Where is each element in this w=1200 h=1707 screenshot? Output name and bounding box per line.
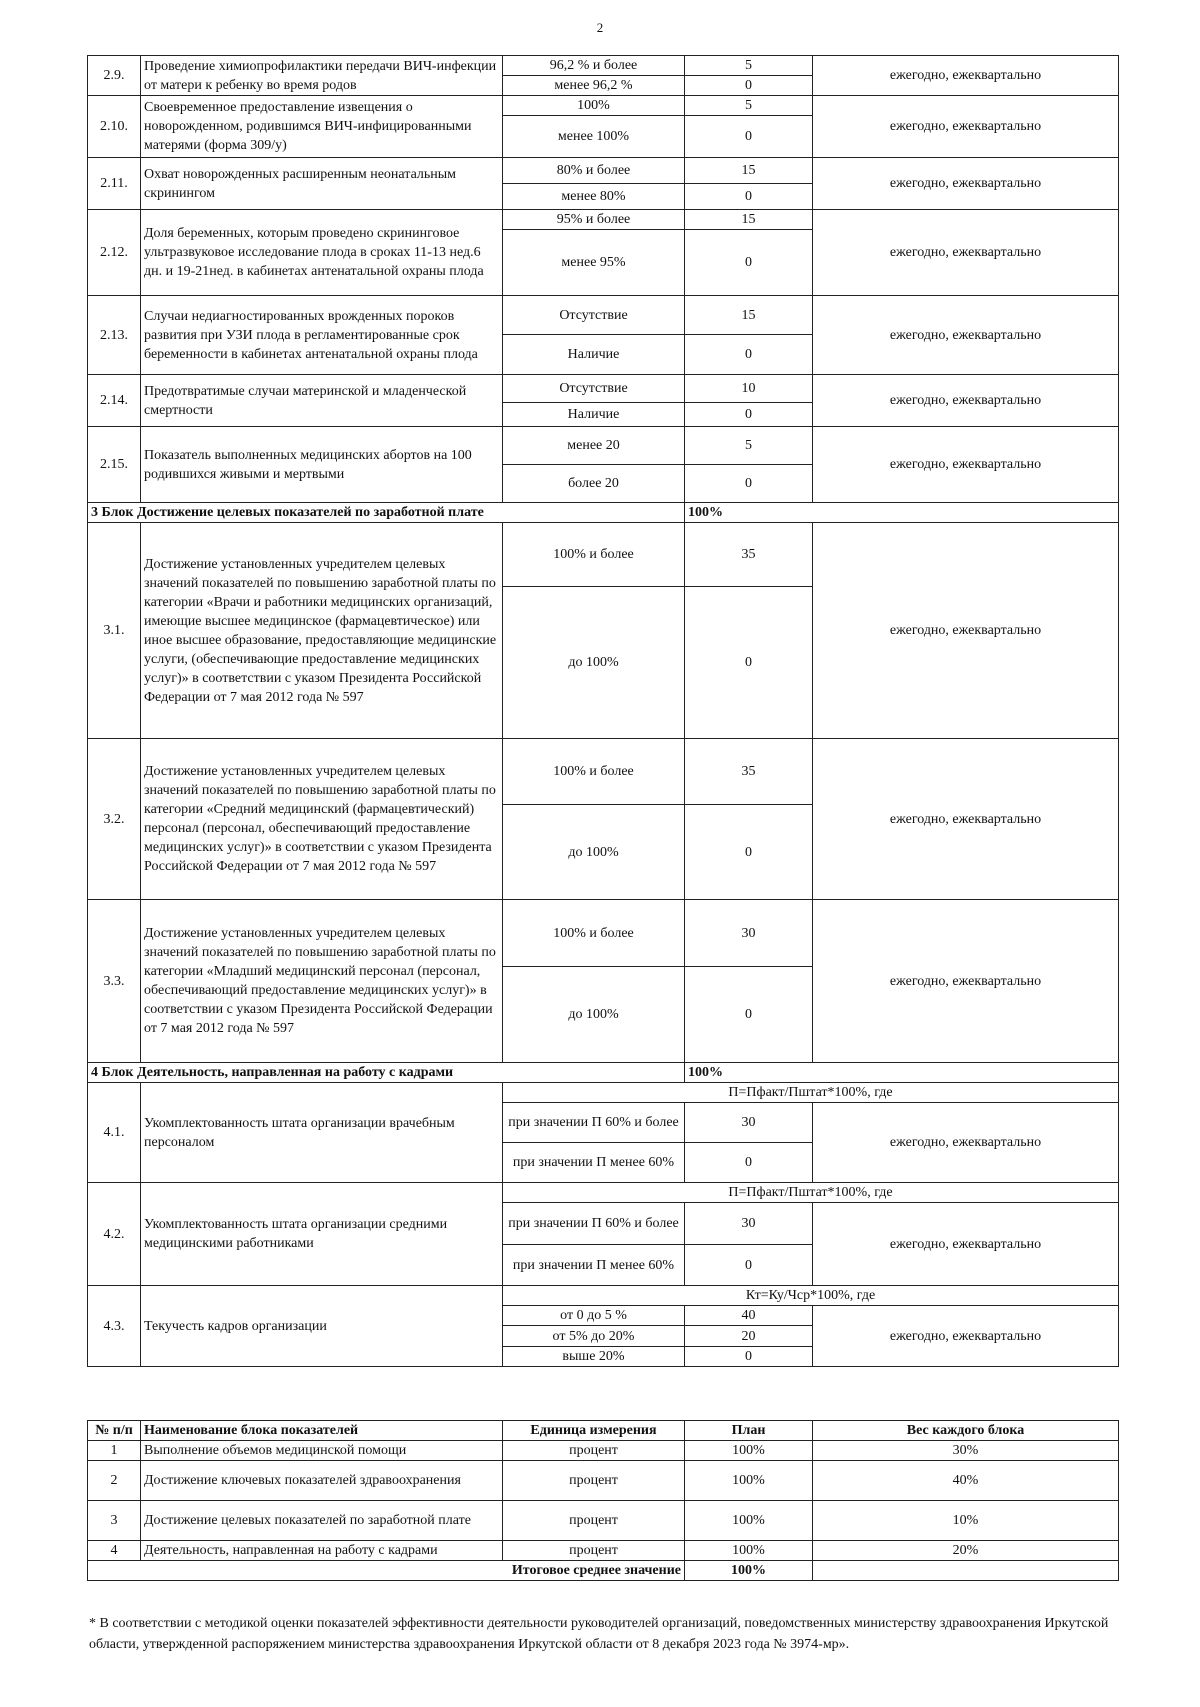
criterion-value: менее 80% xyxy=(503,184,685,210)
indicator-name: Охват новорожденных расширенным неонатальным скринингом xyxy=(141,158,503,210)
table-row xyxy=(88,96,1119,116)
period-cell: ежегодно, ежеквартально xyxy=(813,1203,1119,1286)
period-cell: ежегодно, ежеквартально xyxy=(813,158,1119,210)
summary-name: Достижение целевых показателей по заработной плате xyxy=(141,1501,503,1541)
indicator-name: Текучесть кадров организации xyxy=(141,1286,503,1367)
row-number: 2.9. xyxy=(88,56,141,96)
criterion-value: Наличие xyxy=(503,403,685,427)
criterion-value: до 100% xyxy=(503,587,685,739)
header-name: Наименование блока показателей xyxy=(141,1421,503,1441)
summary-table xyxy=(87,1420,1119,1581)
criterion-value: при значении П 60% и более xyxy=(503,1103,685,1143)
row-number: 3.1. xyxy=(88,523,141,739)
summary-plan: 100% xyxy=(685,1441,813,1461)
block-weight: 100% xyxy=(685,1063,1119,1083)
summary-row xyxy=(88,1461,1119,1501)
summary-plan: 100% xyxy=(685,1501,813,1541)
indicator-name: Доля беременных, которым проведено скрининговое ультразвуковое исследование плода в сроках 11-13 нед.6 дн. и 19-21нед. в кабинетах антенатальной охраны плода xyxy=(141,210,503,296)
period-cell: ежегодно, ежеквартально xyxy=(813,296,1119,375)
header-num: № п/п xyxy=(88,1421,141,1441)
criterion-value: до 100% xyxy=(503,967,685,1063)
summary-name: Деятельность, направленная на работу с кадрами xyxy=(141,1541,503,1561)
table-row xyxy=(88,523,1119,587)
table-row xyxy=(88,1183,1119,1203)
indicator-name: Укомплектованность штата организации средними медицинскими работниками xyxy=(141,1183,503,1286)
period-cell: ежегодно, ежеквартально xyxy=(813,56,1119,96)
indicator-name: Предотвратимые случаи материнской и младенческой смертности xyxy=(141,375,503,427)
criterion-value: от 5% до 20% xyxy=(503,1326,685,1347)
block-weight: 100% xyxy=(685,503,1119,523)
points-value: 15 xyxy=(685,158,813,184)
criterion-value: Наличие xyxy=(503,335,685,375)
points-value: 0 xyxy=(685,465,813,503)
summary-unit: процент xyxy=(503,1441,685,1461)
total-value: 100% xyxy=(685,1561,813,1581)
header-unit: Единица измерения xyxy=(503,1421,685,1441)
points-value: 0 xyxy=(685,805,813,900)
period-cell: ежегодно, ежеквартально xyxy=(813,375,1119,427)
summary-row xyxy=(88,1441,1119,1461)
points-value: 10 xyxy=(685,375,813,403)
table-row xyxy=(88,739,1119,805)
summary-weight: 20% xyxy=(813,1541,1119,1561)
period-cell: ежегодно, ежеквартально xyxy=(813,523,1119,739)
block-header-row xyxy=(88,503,1119,523)
criterion-value: менее 96,2 % xyxy=(503,76,685,96)
row-number: 2.11. xyxy=(88,158,141,210)
indicator-name: Случаи недиагностированных врожденных пороков развития при УЗИ плода в регламентированные срок беременности в кабинетах антенатальной охраны плода xyxy=(141,296,503,375)
criterion-value: до 100% xyxy=(503,805,685,900)
criterion-value: 80% и более xyxy=(503,158,685,184)
row-number: 4.3. xyxy=(88,1286,141,1367)
points-value: 15 xyxy=(685,210,813,230)
summary-weight: 40% xyxy=(813,1461,1119,1501)
table-row xyxy=(88,296,1119,335)
summary-num: 1 xyxy=(88,1441,141,1461)
summary-num: 3 xyxy=(88,1501,141,1541)
formula-cell: П=Пфакт/Пштат*100%, где xyxy=(503,1083,1119,1103)
points-value: 15 xyxy=(685,296,813,335)
criterion-value: 100% и более xyxy=(503,523,685,587)
criterion-value: от 0 до 5 % xyxy=(503,1306,685,1326)
table-row xyxy=(88,427,1119,465)
points-value: 40 xyxy=(685,1306,813,1326)
period-cell: ежегодно, ежеквартально xyxy=(813,427,1119,503)
criterion-value: менее 100% xyxy=(503,116,685,158)
total-empty-cell xyxy=(813,1561,1119,1581)
criterion-value: 95% и более xyxy=(503,210,685,230)
header-plan: План xyxy=(685,1421,813,1441)
points-value: 0 xyxy=(685,1143,813,1183)
table-row xyxy=(88,56,1119,76)
row-number: 2.12. xyxy=(88,210,141,296)
points-value: 0 xyxy=(685,967,813,1063)
table-row xyxy=(88,1286,1119,1306)
total-label: Итоговое среднее значение xyxy=(88,1561,685,1581)
row-number: 2.10. xyxy=(88,96,141,158)
block-title: 4 Блок Деятельность, направленная на работу с кадрами xyxy=(88,1063,685,1083)
summary-header-row xyxy=(88,1421,1119,1441)
table-row xyxy=(88,900,1119,967)
points-value: 0 xyxy=(685,76,813,96)
criterion-value: менее 95% xyxy=(503,230,685,296)
summary-name: Выполнение объемов медицинской помощи xyxy=(141,1441,503,1461)
summary-weight: 30% xyxy=(813,1441,1119,1461)
summary-num: 2 xyxy=(88,1461,141,1501)
points-value: 0 xyxy=(685,184,813,210)
points-value: 0 xyxy=(685,230,813,296)
indicator-name: Достижение установленных учредителем целевых значений показателей по повышению заработной платы по категории «Врачи и работники медицинских организаций, имеющие высшее медицинское (фармацевтическое) или иное высшее образование, предоставляющие медицинские услуги, (обеспечивающие предоставление медицинских услуг)» в соответствии с указом Президента Российской Федерации от 7 мая 2012 года № 597 xyxy=(141,523,503,739)
footnote: * В соответствии с методикой оценки показателей эффективности деятельности руководителей организаций, поведомственных министерству здравоохранения Иркутской области, утвержденной распоряжением министерства здравоохранения Иркутской области от 8 декабря 2023 года № 3974-мр». xyxy=(89,1616,1109,1652)
summary-total-row xyxy=(88,1561,1119,1581)
table-row xyxy=(88,375,1119,403)
criterion-value: при значении П 60% и более xyxy=(503,1203,685,1245)
table-row xyxy=(88,158,1119,184)
row-number: 2.13. xyxy=(88,296,141,375)
criterion-value: Отсутствие xyxy=(503,375,685,403)
points-value: 5 xyxy=(685,56,813,76)
criterion-value: более 20 xyxy=(503,465,685,503)
indicator-name: Проведение химиопрофилактики передачи ВИЧ-инфекции от матери к ребенку во время родов xyxy=(141,56,503,96)
indicator-name: Своевременное предоставление извещения о новорожденном, родившимся ВИЧ-инфицированными матерями (форма 309/у) xyxy=(141,96,503,158)
criterion-value: 100% и более xyxy=(503,900,685,967)
table-row xyxy=(88,1083,1119,1103)
criterion-value: Отсутствие xyxy=(503,296,685,335)
points-value: 0 xyxy=(685,1347,813,1367)
criterion-value: 100% и более xyxy=(503,739,685,805)
criterion-value: менее 20 xyxy=(503,427,685,465)
points-value: 30 xyxy=(685,1203,813,1245)
summary-unit: процент xyxy=(503,1541,685,1561)
points-value: 0 xyxy=(685,587,813,739)
row-number: 2.14. xyxy=(88,375,141,427)
table-row xyxy=(88,210,1119,230)
indicator-name: Достижение установленных учредителем целевых значений показателей по повышению заработной платы по категории «Младший медицинский персонал (персонал, обеспечивающий предоставление медицинских услуг)» в соответствии с указом Президента Российской Федерации от 7 мая 2012 года № 597 xyxy=(141,900,503,1063)
summary-unit: процент xyxy=(503,1461,685,1501)
summary-plan: 100% xyxy=(685,1541,813,1561)
block-header-row xyxy=(88,1063,1119,1083)
period-cell: ежегодно, ежеквартально xyxy=(813,210,1119,296)
summary-row xyxy=(88,1541,1119,1561)
criterion-value: 96,2 % и более xyxy=(503,56,685,76)
period-cell: ежегодно, ежеквартально xyxy=(813,1103,1119,1183)
points-value: 30 xyxy=(685,900,813,967)
points-value: 0 xyxy=(685,116,813,158)
row-number: 4.1. xyxy=(88,1083,141,1183)
period-cell: ежегодно, ежеквартально xyxy=(813,96,1119,158)
indicator-name: Показатель выполненных медицинских абортов на 100 родившихся живыми и мертвыми xyxy=(141,427,503,503)
points-value: 5 xyxy=(685,427,813,465)
points-value: 0 xyxy=(685,1245,813,1286)
criterion-value: при значении П менее 60% xyxy=(503,1143,685,1183)
summary-plan: 100% xyxy=(685,1461,813,1501)
summary-num: 4 xyxy=(88,1541,141,1561)
indicator-name: Достижение установленных учредителем целевых значений показателей по повышению заработной платы по категории «Средний медицинский (фармацевтический) персонал (персонал, обеспечивающий предоставление медицинских услуг)» в соответствии с указом Президента Российской Федерации от 7 мая 2012 года № 597 xyxy=(141,739,503,900)
row-number: 2.15. xyxy=(88,427,141,503)
points-value: 5 xyxy=(685,96,813,116)
criterion-value: выше 20% xyxy=(503,1347,685,1367)
points-value: 0 xyxy=(685,335,813,375)
page-number: 2 xyxy=(596,20,604,35)
points-value: 20 xyxy=(685,1326,813,1347)
row-number: 4.2. xyxy=(88,1183,141,1286)
period-cell: ежегодно, ежеквартально xyxy=(813,900,1119,1063)
summary-weight: 10% xyxy=(813,1501,1119,1541)
points-value: 0 xyxy=(685,403,813,427)
summary-name: Достижение ключевых показателей здравоохранения xyxy=(141,1461,503,1501)
period-cell: ежегодно, ежеквартально xyxy=(813,739,1119,900)
points-value: 30 xyxy=(685,1103,813,1143)
row-number: 3.2. xyxy=(88,739,141,900)
summary-row xyxy=(88,1501,1119,1541)
indicator-name: Укомплектованность штата организации врачебным персоналом xyxy=(141,1083,503,1183)
formula-cell: Кт=Ку/Чср*100%, где xyxy=(503,1286,1119,1306)
points-value: 35 xyxy=(685,739,813,805)
indicators-table xyxy=(87,55,1119,1367)
block-title: 3 Блок Достижение целевых показателей по заработной плате xyxy=(88,503,685,523)
criterion-value: 100% xyxy=(503,96,685,116)
formula-cell: П=Пфакт/Пштат*100%, где xyxy=(503,1183,1119,1203)
row-number: 3.3. xyxy=(88,900,141,1063)
header-weight: Вес каждого блока xyxy=(813,1421,1119,1441)
points-value: 35 xyxy=(685,523,813,587)
criterion-value: при значении П менее 60% xyxy=(503,1245,685,1286)
summary-unit: процент xyxy=(503,1501,685,1541)
period-cell: ежегодно, ежеквартально xyxy=(813,1306,1119,1367)
